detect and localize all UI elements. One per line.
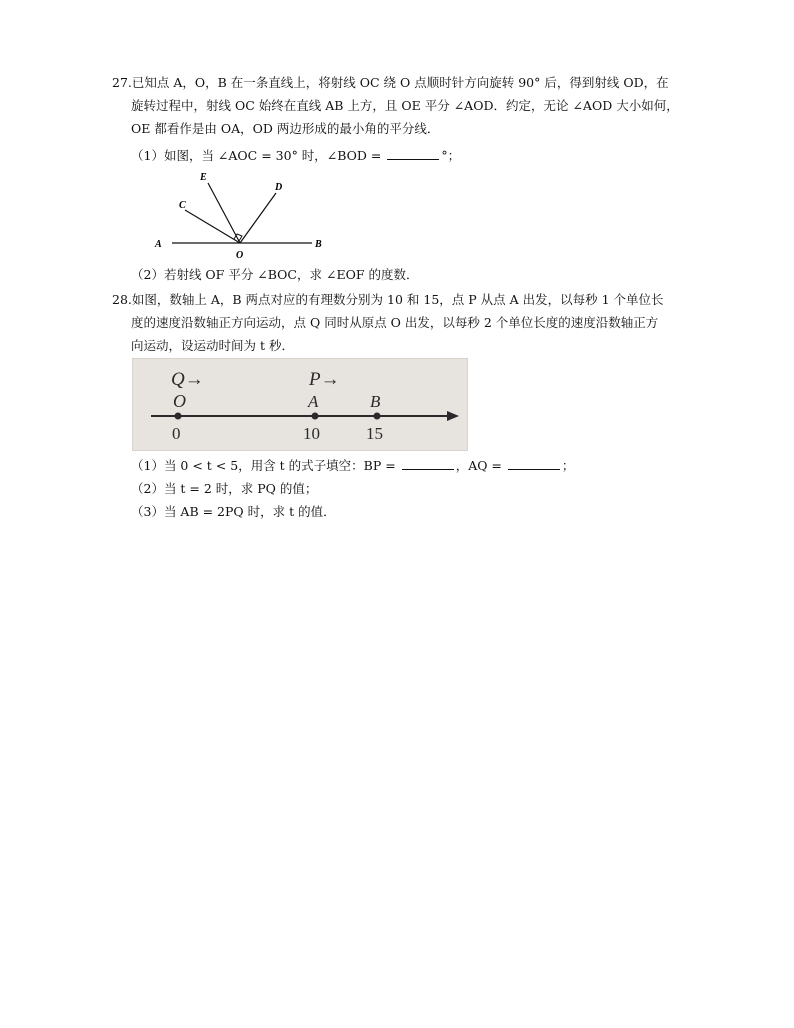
q28-sub1-blank-aq: [508, 457, 560, 470]
q27-sub2: （2）若射线 OF 平分 ∠BOC，求 ∠EOF 的度数．: [131, 267, 419, 282]
q28-sub1-mid: ，AQ =: [455, 458, 506, 473]
q27-sub1-blank: [387, 147, 439, 160]
q27-line2: 旋转过程中，射线 OC 始终在直线 AB 上方，且 OE 平分 ∠AOD．约定，无论 ∠AOD 大小如何，: [131, 98, 679, 113]
q28-line2: 度的速度沿数轴正方向运动，点 Q 同时从原点 O 出发，以每秒 2 个单位长度的速度沿数轴正方: [131, 315, 659, 330]
point-a-dot: [312, 413, 319, 420]
point-o-dot: [175, 413, 182, 420]
axis-arrow: [447, 411, 459, 421]
q28-number-line-photo: [132, 358, 468, 451]
label-c: C: [179, 200, 186, 211]
q28-line3: 向运动，设运动时间为 t 秒．: [131, 338, 294, 353]
q28-line1: [112, 290, 664, 310]
q28-sub1-text: （1）当 0 < t < 5，用含 t 的式子填空：BP =: [131, 458, 400, 473]
label-o: O: [236, 250, 244, 261]
tick-10: 10: [303, 424, 320, 443]
q28-text-1: 如图，数轴上 A，B 两点对应的有理数分别为 10 和 15，点 P 从点 A 出发，以每秒 1 个单位长: [131, 292, 664, 307]
label-b: B: [315, 239, 322, 250]
q28-sub1-blank-bp: [402, 457, 454, 470]
q28-number: 28.: [112, 292, 132, 307]
tick-15: 15: [366, 424, 383, 443]
point-b-dot: [374, 413, 381, 420]
p-moving-label: P→: [309, 369, 340, 390]
number-line-figure: [133, 359, 469, 452]
q27-sub1-text: （1）如图，当 ∠AOC = 30° 时，∠BOD =: [131, 148, 386, 163]
ray-od: [240, 193, 276, 243]
point-o-label: O: [173, 391, 186, 411]
q27-sub1: [131, 146, 460, 166]
label-e: E: [200, 172, 207, 183]
q28-sub3: （3）当 AB = 2PQ 时，求 t 的值．: [131, 504, 336, 519]
q28-sub2: （2）当 t = 2 时，求 PQ 的值；: [131, 481, 318, 496]
q-moving-label: Q→: [171, 369, 204, 390]
q27-number: 27.: [112, 75, 132, 90]
q28-sub1: [131, 456, 574, 476]
q28-sub1-suffix: ；: [561, 458, 575, 473]
q27-line1: [112, 73, 669, 93]
label-a: A: [155, 239, 162, 250]
q27-sub1-suffix: °；: [441, 148, 461, 163]
q27-angle-figure: [150, 166, 340, 262]
q27-text-1: 已知点 A，O，B 在一条直线上，将射线 OC 绕 O 点顺时针方向旋转 90° 后，得到射线 OD，在: [131, 75, 669, 90]
tick-0: 0: [172, 424, 181, 443]
label-d: D: [275, 182, 283, 193]
point-b-label: B: [370, 392, 381, 411]
point-a-label: A: [308, 392, 319, 411]
q27-line3: OE 都看作是由 OA，OD 两边形成的最小角的平分线．: [131, 121, 440, 136]
